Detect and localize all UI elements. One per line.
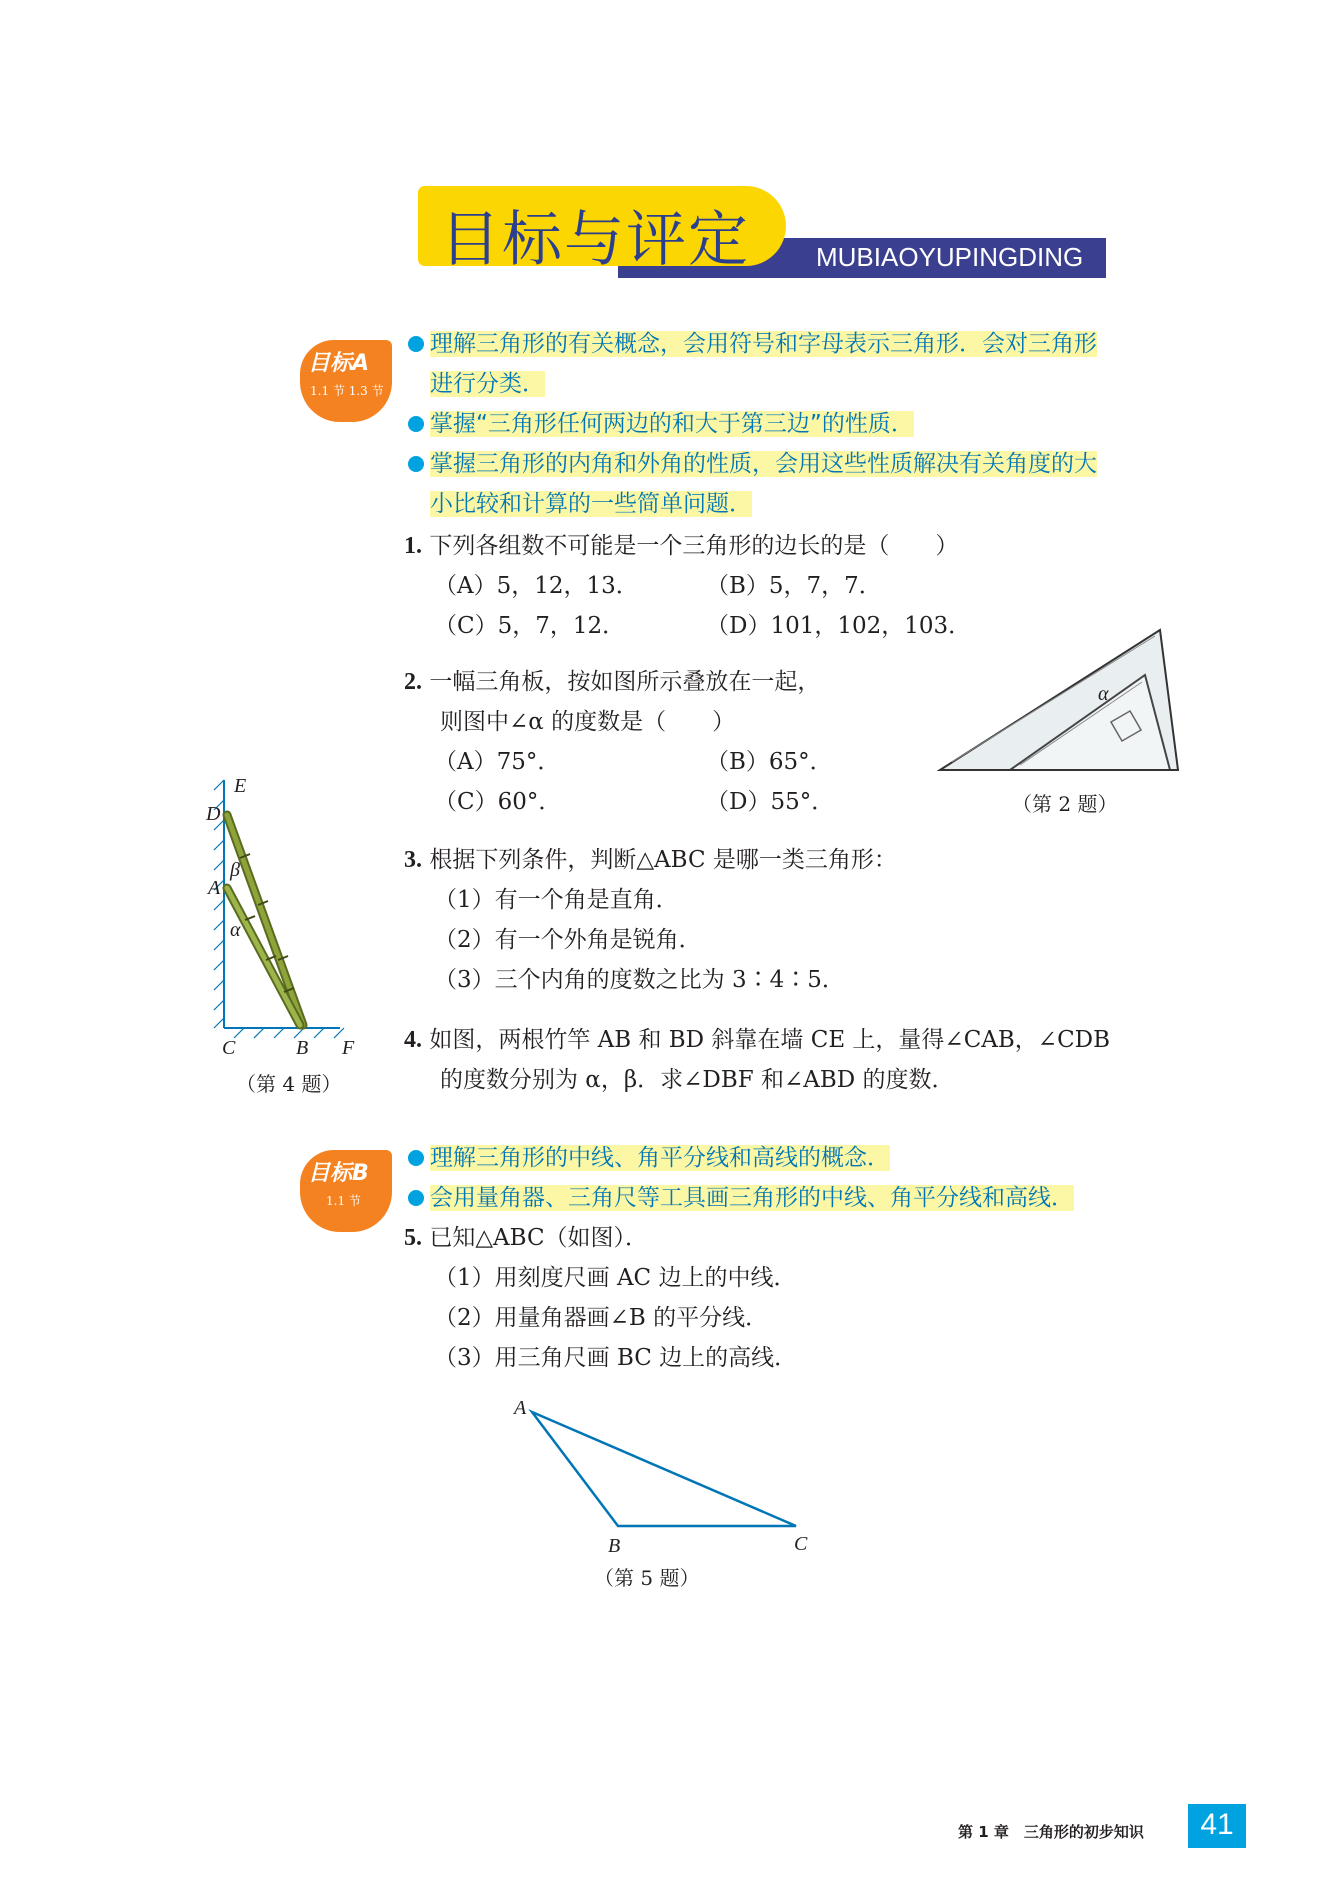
q1-option-b: （B）5，7，7． <box>706 573 882 599</box>
q4-label-e: E <box>234 775 247 797</box>
q1-option-a: （A）5，12，13． <box>434 573 639 599</box>
q5-stem: 5. 已知△ABC（如图）． <box>404 1225 649 1251</box>
goal-a-badge <box>300 340 392 422</box>
page-title: 目标与评定 <box>440 205 750 275</box>
q5-triangle-figure <box>500 1386 830 1556</box>
q2-option-d: （D）55°． <box>706 789 835 815</box>
q2-stem-cont: 则图中∠α 的度数是（ ） <box>440 709 736 735</box>
bullet-icon <box>408 416 424 432</box>
q5-label-a: A <box>514 1397 527 1419</box>
goal-a-objective-3-cont: 小比较和计算的一些简单问题． <box>430 491 752 517</box>
goal-a-objective-3: 掌握三角形的内角和外角的性质，会用这些性质解决有关角度的大 <box>408 448 1097 480</box>
goal-b-objective-2: 会用量角器、三角尺等工具画三角形的中线、角平分线和高线． <box>408 1182 1074 1214</box>
q4-label-b: B <box>296 1037 309 1059</box>
q5-item-1: （1）用刻度尺画 AC 边上的中线． <box>434 1265 797 1291</box>
goal-a-title: 目标A <box>308 351 370 376</box>
q4-label-d: D <box>206 803 221 825</box>
goal-a-objective-1-cont: 进行分类． <box>430 371 545 397</box>
q2-alpha-label: α <box>1098 683 1109 705</box>
q2-option-c: （C）60°． <box>434 789 562 815</box>
q2-stem: 2. 一幅三角板，按如图所示叠放在一起， <box>404 669 821 695</box>
q4-label-beta: β <box>230 859 240 881</box>
q4-bamboo-figure <box>200 770 370 1060</box>
goal-b-sections: 1.1 节 <box>326 1194 361 1208</box>
page-number: 41 <box>1200 1808 1234 1841</box>
q4-stem: 4. 如图，两根竹竿 AB 和 BD 斜靠在墙 CE 上，量得∠CAB，∠CDB <box>404 1027 1111 1053</box>
q2-option-a: （A）75°． <box>434 749 561 775</box>
goal-a-objective-2: 掌握“三角形任何两边的和大于第三边”的性质． <box>408 408 914 440</box>
page-subtitle: MUBIAOYUPINGDING <box>816 242 1084 272</box>
bullet-icon <box>408 1150 424 1166</box>
q3-stem: 3. 根据下列条件，判断△ABC 是哪一类三角形： <box>404 847 897 873</box>
q2-caption: （第 2 题） <box>1012 792 1118 816</box>
q2-option-b: （B）65°． <box>706 749 833 775</box>
q2-set-squares-figure <box>930 620 1190 790</box>
q4-label-a: A <box>208 877 221 899</box>
q5-caption: （第 5 题） <box>594 1566 700 1590</box>
q5-label-c: C <box>794 1533 808 1555</box>
q4-label-f: F <box>342 1037 355 1059</box>
q1-stem: 1. 下列各组数不可能是一个三角形的边长的是（ ） <box>404 533 959 559</box>
bullet-icon <box>408 1190 424 1206</box>
q4-stem-cont: 的度数分别为 α，β．求∠DBF 和∠ABD 的度数． <box>440 1067 955 1093</box>
q5-item-2: （2）用量角器画∠B 的平分线． <box>434 1305 769 1331</box>
q1-option-d: （D）101，102，103． <box>706 613 972 639</box>
goal-b-objective-1: 理解三角形的中线、角平分线和高线的概念． <box>408 1142 890 1174</box>
chapter-footer: 第 1 章 三角形的初步知识 <box>958 1823 1144 1841</box>
goal-b-badge <box>300 1150 392 1232</box>
q4-label-c: C <box>222 1037 236 1059</box>
goal-a-sections: 1.1 节 1.3 节 <box>310 384 384 398</box>
q4-label-alpha: α <box>230 919 241 941</box>
bullet-icon <box>408 336 424 352</box>
q4-caption: （第 4 题） <box>236 1072 342 1096</box>
goal-a-objective-1: 理解三角形的有关概念，会用符号和字母表示三角形．会对三角形 <box>408 328 1097 360</box>
q3-item-3: （3）三个内角的度数之比为 3∶4∶5． <box>434 967 845 993</box>
goal-b-title: 目标B <box>308 1161 369 1186</box>
q3-item-2: （2）有一个外角是锐角． <box>434 927 702 953</box>
q5-label-b: B <box>608 1535 621 1556</box>
q1-option-c: （C）5，7，12． <box>434 613 626 639</box>
q3-item-1: （1）有一个角是直角． <box>434 887 679 913</box>
bullet-icon <box>408 456 424 472</box>
q5-item-3: （3）用三角尺画 BC 边上的高线． <box>434 1345 798 1371</box>
